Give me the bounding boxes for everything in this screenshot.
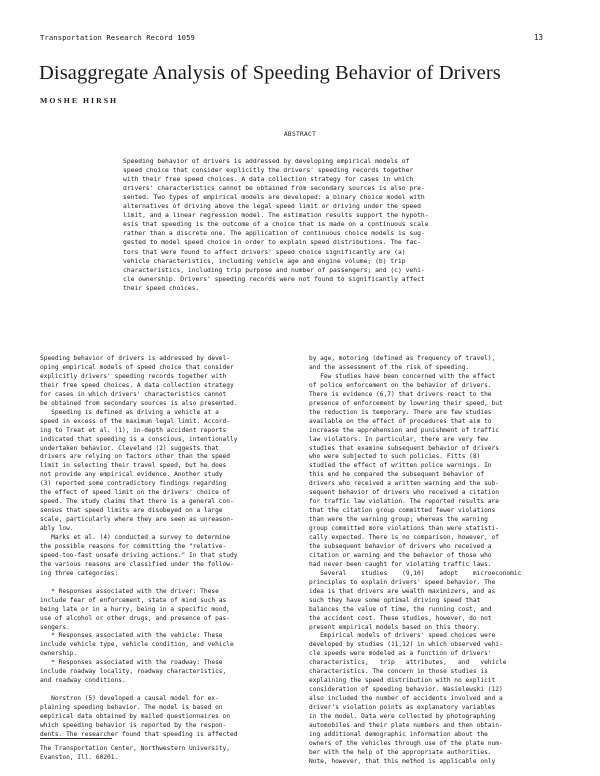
text-line: presence of enforcement by lowering their speed, but xyxy=(309,399,503,407)
abstract-line: drivers' characteristics cannot be obtained from secondary sources is also pre- xyxy=(123,185,425,193)
text-line: balances the value of time, the running cost, and xyxy=(309,605,492,613)
text-line: had never been caught for violating traffic laws. xyxy=(309,560,492,568)
text-line: dents. The researcher found that speeding is affected xyxy=(40,730,238,738)
text-line: idea is that drivers are wealth maximizers, and as xyxy=(309,587,496,595)
author-name: MOSHE HIRSH xyxy=(40,96,119,105)
text-line: include fear of enforcement, state of mind such as xyxy=(40,596,227,604)
text-line: Speeding behavior of drivers is addressed by devel- xyxy=(40,355,230,362)
text-line: such they have some optimal driving speed that xyxy=(309,596,481,604)
text-line: also included the number of accidents involved and a xyxy=(309,695,503,703)
running-head: Transportation Research Record 1059 xyxy=(40,33,195,42)
text-line: (3) reported some contradictory findings regarding xyxy=(40,480,227,488)
text-line: driver's violation points as explanatory variables xyxy=(309,704,496,712)
text-line: sensus that speed limits are disobeyed on a large xyxy=(40,507,223,515)
text-line: not provide any empirical evidence. Another study xyxy=(40,471,223,479)
text-line: who were subjected to such policies. Fitts (8) xyxy=(309,453,481,461)
abstract-line: Speeding behavior of drivers is addressed by developing empirical models of xyxy=(123,158,410,165)
text-line: the possible reasons for committing the "relative- xyxy=(40,542,227,550)
text-line: be obtained from secondary sources is also presented. xyxy=(40,399,238,407)
text-line: empirical data obtained by mailed questionnaires on xyxy=(40,713,230,720)
abstract-line: with their free speed choices. A data collection strategy for cases in which xyxy=(123,176,414,184)
abstract-line: esis that speeding is the outcome of a choice that is made on a continuous scale xyxy=(123,221,429,229)
text-line: limit in selecting their travel speed, but he does xyxy=(40,462,227,470)
text-line: for traffic law violation. The reported results are xyxy=(309,498,499,506)
text-line: indicated that speeding is a conscious, intentionally xyxy=(40,435,238,443)
abstract-line: alternatives of driving above the legal speed limit or driving under the speed xyxy=(123,203,421,211)
text-line: automobiles and their plate numbers and then obtain- xyxy=(309,721,503,729)
text-line: Few studies have been concerned with the effect xyxy=(309,372,496,380)
text-line: their free speed choices. A data collection strategy xyxy=(40,381,234,389)
text-line: scale, particularly where they are seen as unreason- xyxy=(40,516,234,524)
text-line: oping empirical models of speed choice that consider xyxy=(40,363,234,371)
text-line: include roadway locality, roadway characteristics, xyxy=(40,668,227,676)
abstract-line: tors that were found to affect drivers' speed choice significantly are (a) xyxy=(123,248,406,256)
abstract-line: gested to model speed choice in order to explain speed distributions. The fac- xyxy=(123,239,421,247)
text-line: ably low. xyxy=(40,525,74,533)
text-line: drivers are relying on factors other than the speed xyxy=(40,453,230,461)
text-line: studied the effect of written police warnings. In xyxy=(309,462,492,470)
article-title: Disaggregate Analysis of Speeding Behavior of Drivers xyxy=(39,62,501,84)
text-line: explicitly drivers' speeding records together with xyxy=(40,372,227,380)
text-line: and roadway conditions. xyxy=(40,677,126,685)
text-line: the accident cost. These studies, however, do not xyxy=(309,614,492,622)
text-line: and the assessment of the risk of speeding. xyxy=(309,363,470,371)
text-line: ing three categories: xyxy=(40,569,119,577)
text-line: characteristics, trip attributes, and vehicle xyxy=(309,659,507,667)
text-line: by age, motoring (defined as frequency of travel), xyxy=(309,355,496,362)
text-line: ing to Treat et al. (1), in-depth accident reports xyxy=(40,426,227,434)
text-line: citation or warning and the behavior of those who xyxy=(309,551,492,559)
text-line: explaining the speed distribution with no explicit xyxy=(309,677,496,685)
text-line: Empirical models of drivers' speed choices were xyxy=(309,632,496,640)
text-line: drivers who received a written warning and the sub- xyxy=(309,480,499,488)
text-line: plaining speeding behavior. The model is based on xyxy=(40,704,223,712)
text-line: ing additional demographic information about the xyxy=(309,730,488,738)
text-line: * Responses associated with the vehicle: These xyxy=(40,632,223,640)
footnote-divider xyxy=(40,738,112,739)
text-line: the reduction is temporary. There are few studies xyxy=(309,408,492,416)
text-line: studies that examine subsequent behavior of drivers xyxy=(309,444,499,452)
text-line: that the citation group committed fewer violations xyxy=(309,507,496,515)
text-line: law violators. In particular, there are very few xyxy=(309,435,488,443)
text-line: present empirical models based on this theory. xyxy=(309,623,481,631)
text-line: for cases in which drivers' characteristics cannot xyxy=(40,390,227,398)
text-line: speed. The study claims that there is a general con- xyxy=(40,498,234,506)
text-line: speed-too-fast unsafe driving actions." In that study xyxy=(40,551,238,559)
abstract-line: rather than a discrete one. The application of continuous choice models is sug- xyxy=(123,230,425,238)
text-line: developed by studies (11,12) in which observed vehi- xyxy=(309,641,503,649)
text-line: speed in excess of the maximum legal limit. Accord- xyxy=(40,417,230,425)
text-line: of police enforcement on the behavior of drivers. xyxy=(309,381,492,389)
footnote-line: The Transportation Center, Northwestern University, xyxy=(40,745,230,752)
text-line: in the model. Data were collected by photographing xyxy=(309,713,496,720)
abstract-line: their speed choices. xyxy=(123,284,200,292)
abstract-line: vehicle characteristics, including vehicle age and engine volume; (b) trip xyxy=(123,257,406,265)
text-line: principles to explain drivers' speed behavior. The xyxy=(309,578,496,586)
text-line: than were the warning group; whereas the warning xyxy=(309,516,488,524)
text-line: owners of the vehicles through use of the plate num- xyxy=(309,739,503,747)
text-line: undertaken behavior. Cleveland (2) suggests that xyxy=(40,444,219,452)
text-line: Speeding is defined as driving a vehicle at a xyxy=(40,408,219,416)
text-line: Several studies (9,10) adopt microeconomic xyxy=(309,569,522,577)
abstract-line: cle ownership. Drivers' speeding records were not found to significantly affect xyxy=(123,275,425,283)
text-line: the effect of speed limit on the drivers' choice of xyxy=(40,489,230,497)
text-line: consideration of speeding behavior. Wasielewski (12) xyxy=(309,686,503,694)
text-line: There is evidence (6,7) that drivers react to the xyxy=(309,390,492,398)
text-line: available on the effect of procedures that aim to xyxy=(309,417,492,425)
text-line: group committed more violations than were statisti- xyxy=(309,525,499,533)
page-number: 13 xyxy=(533,33,543,42)
text-line: cle speeds were modeled as a function of drivers' xyxy=(309,650,492,658)
text-line: cally expected. There is no comparison, however, of xyxy=(309,534,499,541)
text-line: this end he compared the subsequent behavior of xyxy=(309,471,485,479)
abstract-line: speed choice that consider explicitly the drivers' speeding records together xyxy=(123,167,414,175)
text-line: Note, however, that this method is applicable only xyxy=(309,757,496,765)
text-line: the subsequent behavior of drivers who received a xyxy=(309,542,492,550)
abstract-heading: ABSTRACT xyxy=(283,131,317,138)
text-line: the various reasons are classified under the follow- xyxy=(40,560,234,568)
text-line: * Responses associated with the driver: These xyxy=(40,587,219,595)
abstract-line: sented. Two types of empirical models are developed: a binary choice model with xyxy=(123,194,425,202)
text-line: which speeding behavior is reported by the respon- xyxy=(40,721,227,729)
text-line: sequent behavior of drivers who received a citation xyxy=(309,489,499,497)
text-line: sengers. xyxy=(40,623,70,631)
text-line: include vehicle type, vehicle condition, and vehicle xyxy=(40,641,234,649)
text-line: ber with the help of the appropriate authorities. xyxy=(309,748,492,756)
abstract-line: limit, and a linear regression model. The estimation results support the hypoth- xyxy=(123,212,429,220)
text-line: Norstron (5) developed a causal model for ex- xyxy=(40,695,219,703)
abstract-line: characteristics, including trip purpose and number of passengers; and (c) vehi- xyxy=(123,266,425,274)
text-line: ownership. xyxy=(40,650,78,658)
text-line: * Responses associated with the roadway: These xyxy=(40,659,223,667)
text-line: Marks et al. (4) conducted a survey to determine xyxy=(40,534,230,541)
text-line: increase the apprehension and punishment of traffic xyxy=(309,426,499,434)
text-line: use of alcohol or other drugs, and presence of pas- xyxy=(40,614,230,622)
footnote-line: Evanston, Ill. 60201. xyxy=(40,754,119,761)
text-line: characteristics. The concern in those studies is xyxy=(309,668,488,676)
text-line: being late or in a hurry, being in a specific mood, xyxy=(40,605,230,613)
